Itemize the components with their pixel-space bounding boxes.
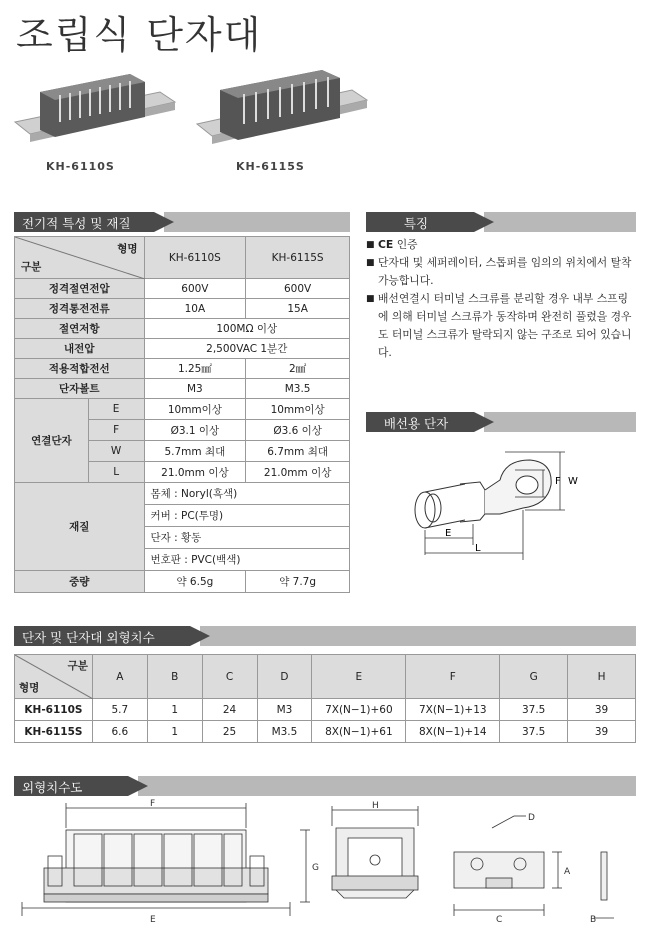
dim-cell: 1 [147, 721, 202, 743]
product-image-6110s [10, 62, 180, 152]
dim-label-f: F [150, 799, 156, 809]
feature-item: ■ 단자대 및 세퍼레이터, 스톱퍼를 임의의 위치에서 탈착 가능합니다. [366, 254, 636, 290]
feature-text: 인증 [396, 238, 418, 251]
dim-cell: 39 [568, 721, 636, 743]
cell-value: 600V [144, 279, 246, 299]
wiring-section-header [366, 412, 636, 432]
dim-label-e: E [150, 915, 156, 925]
cell-value: 10mm이상 [144, 399, 246, 420]
row-label: 단자볼트 [15, 379, 145, 399]
terminal-key: E [88, 399, 144, 420]
cell-value: 100MΩ 이상 [144, 319, 349, 339]
row-label: 정격절연전압 [15, 279, 145, 299]
features-section-title: 특징 [366, 212, 466, 232]
row-label: 적용적합전선 [15, 359, 145, 379]
ring-terminal-diagram [405, 440, 585, 570]
dim-label-d: D [528, 813, 535, 823]
dim-column-header: A [92, 655, 147, 699]
feature-text: 배선연결시 터미널 스크류를 분리할 경우 내부 스프링에 의해 터미널 스크류가 동작하며 완전히 풀렸을 경우도 터미널 스크류가 탈락되지 않는 구조로 되어 있습니다. [378, 292, 632, 359]
drawing-section-header [14, 776, 636, 796]
dim-label-h: H [372, 801, 379, 811]
row-label: 내전압 [15, 339, 145, 359]
dim-cell: M3 [257, 699, 312, 721]
spec-table [14, 236, 350, 593]
material-item: 번호판 : PVC(백색) [144, 549, 349, 571]
dim-cell: 8X(N−1)+61 [312, 721, 406, 743]
cell-value: Ø3.1 이상 [144, 420, 246, 441]
dimension-section-title: 단자 및 단자대 외형치수 [14, 626, 182, 646]
dim-label-w: W [568, 476, 578, 487]
feature-item: ■ 배선연결시 터미널 스크류를 분리할 경우 내부 스프링에 의해 터미널 스크류가 동작하며 완전히 풀렸을 경우도 터미널 스크류가 탈락되지 않는 구조로 되어 있습니다. [366, 290, 636, 362]
cell-value: Ø3.6 이상 [246, 420, 350, 441]
dim-column-header: D [257, 655, 312, 699]
ce-mark-icon: CE [378, 238, 394, 251]
dim-header-type: 형명 [19, 682, 40, 694]
cell-value: 10A [144, 299, 246, 319]
material-item: 단자 : 황동 [144, 527, 349, 549]
dim-cell: 7X(N−1)+13 [406, 699, 500, 721]
dimension-section-header [14, 626, 636, 646]
dim-cell: 37.5 [500, 721, 568, 743]
cell-value: 1.25㎟ [144, 359, 246, 379]
product-model-label: KH-6115S [236, 160, 305, 173]
drawing-section-title: 외형치수도 [14, 776, 120, 796]
dim-cell: 6.6 [92, 721, 147, 743]
cell-value: 21.0mm 이상 [144, 462, 246, 483]
page-title: 조립식 단자대 [16, 13, 263, 57]
dim-row-model: KH-6110S [15, 699, 93, 721]
dim-label-b: B [590, 915, 597, 925]
dim-cell: M3.5 [257, 721, 312, 743]
weight-label: 중량 [15, 571, 145, 593]
dim-label-e: E [445, 528, 452, 539]
feature-item: ■ CE 인증 [366, 238, 418, 251]
cell-value: 약 6.5g [144, 571, 246, 593]
model-header: KH-6115S [246, 237, 350, 279]
cell-value: 21.0mm 이상 [246, 462, 350, 483]
cell-value: 5.7mm 최대 [144, 441, 246, 462]
dim-header-category: 구분 [67, 660, 88, 672]
dim-column-header: E [312, 655, 406, 699]
cell-value: 15A [246, 299, 350, 319]
features-list [366, 236, 636, 362]
feature-text: 단자대 및 세퍼레이터, 스톱퍼를 임의의 위치에서 탈착 가능합니다. [378, 256, 632, 287]
spec-section-title: 전기적 특성 및 재질 [14, 212, 146, 232]
dim-column-header: B [147, 655, 202, 699]
dim-cell: 1 [147, 699, 202, 721]
header-diagonal-cell [15, 237, 145, 279]
wiring-section-title: 배선용 단자 [366, 412, 466, 432]
terminal-key: L [88, 462, 144, 483]
header-category-label: 구분 [21, 261, 42, 273]
outline-drawing [14, 798, 636, 928]
dim-cell: 7X(N−1)+60 [312, 699, 406, 721]
cell-value: M3 [144, 379, 246, 399]
model-header: KH-6110S [144, 237, 246, 279]
dim-cell: 39 [568, 699, 636, 721]
dim-header-diagonal-cell [15, 655, 93, 699]
dim-label-f: F [555, 476, 561, 487]
row-label: 정격통전전류 [15, 299, 145, 319]
product-image-6115s [192, 60, 372, 154]
terminal-key: F [88, 420, 144, 441]
row-label: 절연저항 [15, 319, 145, 339]
dim-label-c: C [496, 915, 503, 925]
spec-section-header [14, 212, 350, 232]
material-label: 재질 [15, 483, 145, 571]
cell-value: M3.5 [246, 379, 350, 399]
dim-label-g: G [312, 863, 319, 873]
dim-cell: 5.7 [92, 699, 147, 721]
material-item: 커버 : PC(투명) [144, 505, 349, 527]
dim-column-header: G [500, 655, 568, 699]
dim-column-header: F [406, 655, 500, 699]
material-item: 몸체 : Noryl(흑색) [144, 483, 349, 505]
terminal-group-label: 연결단자 [15, 399, 89, 483]
dim-row-model: KH-6115S [15, 721, 93, 743]
dimension-table [14, 654, 636, 743]
cell-value: 약 7.7g [246, 571, 350, 593]
dim-label-l: L [475, 543, 481, 554]
dim-cell: 25 [202, 721, 257, 743]
cell-value: 10mm이상 [246, 399, 350, 420]
cell-value: 2,500VAC 1분간 [144, 339, 349, 359]
cell-value: 600V [246, 279, 350, 299]
dim-column-header: C [202, 655, 257, 699]
product-model-label: KH-6110S [46, 160, 115, 173]
dim-cell: 24 [202, 699, 257, 721]
dim-cell: 37.5 [500, 699, 568, 721]
cell-value: 6.7mm 최대 [246, 441, 350, 462]
header-type-label: 형명 [117, 243, 138, 255]
dim-label-a: A [564, 867, 571, 877]
terminal-key: W [88, 441, 144, 462]
features-section-header [366, 212, 636, 232]
dim-column-header: H [568, 655, 636, 699]
cell-value: 2㎟ [246, 359, 350, 379]
dim-cell: 8X(N−1)+14 [406, 721, 500, 743]
